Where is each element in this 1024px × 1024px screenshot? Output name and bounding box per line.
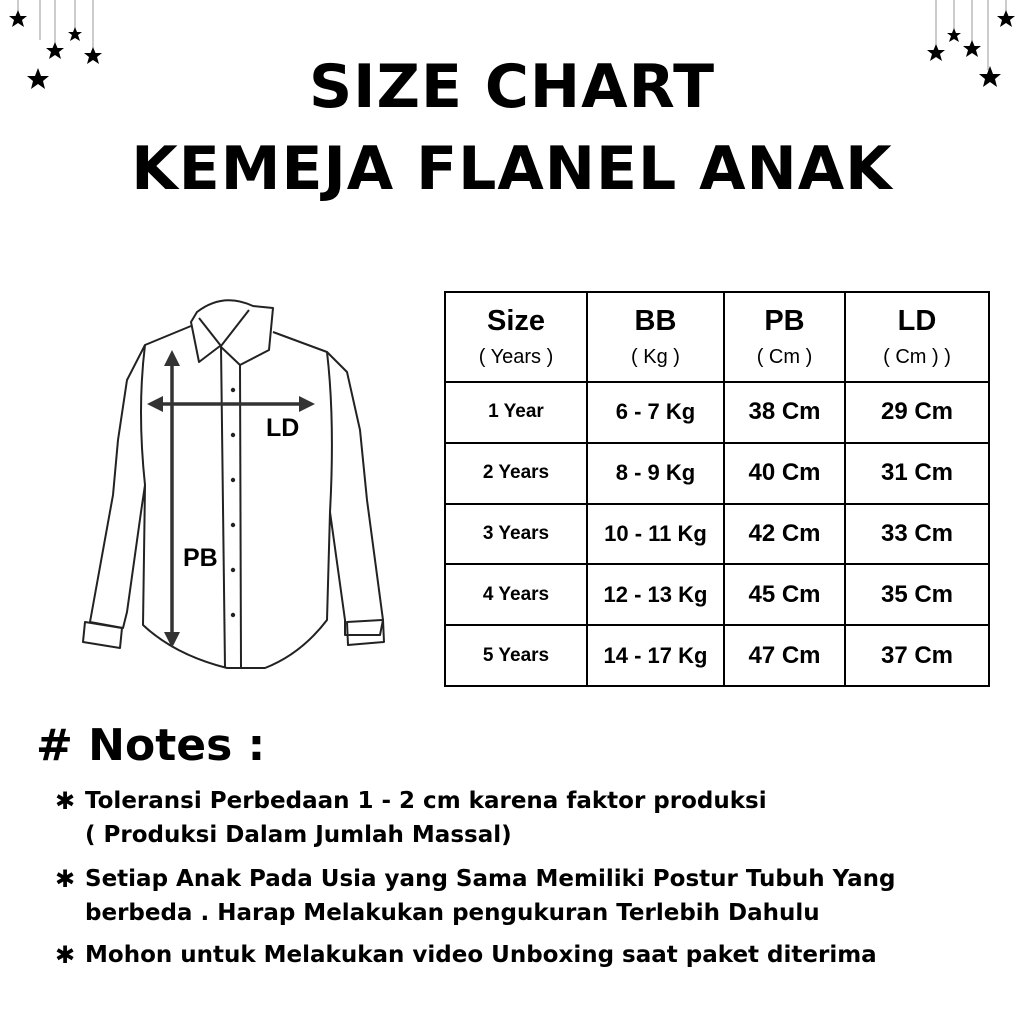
cell-bb: 8 - 9 Kg: [587, 443, 724, 504]
cell-ld: 29 Cm: [845, 382, 989, 443]
cell-pb: 40 Cm: [724, 443, 845, 504]
page-title: SIZE CHART: [308, 52, 716, 122]
header-bb: BB ( Kg ): [587, 292, 724, 382]
table-row: [445, 443, 989, 504]
cell-size: 1 Year: [445, 382, 587, 443]
cell-pb: 47 Cm: [724, 625, 845, 686]
note-item: [55, 938, 877, 972]
note-line: Setiap Anak Pada Usia yang Sama Memiliki Postur Tubuh Yang: [85, 866, 896, 892]
cell-pb: 45 Cm: [724, 564, 845, 625]
note-line: Mohon untuk Melakukan video Unboxing saat paket diterima: [85, 942, 877, 968]
size-table: [444, 291, 990, 687]
page-subtitle: KEMEJA FLANEL ANAK: [131, 134, 893, 204]
note-item: [55, 862, 896, 930]
cell-bb: 10 - 11 Kg: [587, 504, 724, 565]
table-header-row: [445, 292, 989, 382]
cell-ld: 35 Cm: [845, 564, 989, 625]
cell-pb: 42 Cm: [724, 504, 845, 565]
cell-size: 3 Years: [445, 504, 587, 565]
table-row: [445, 625, 989, 686]
pb-measure-label: PB: [183, 544, 218, 572]
note-line: Toleransi Perbedaan 1 - 2 cm karena faktor produksi: [85, 788, 767, 814]
ld-measure-label: LD: [266, 414, 300, 442]
cell-ld: 37 Cm: [845, 625, 989, 686]
header-ld: LD ( Cm ) ): [845, 292, 989, 382]
asterisk-bullet-icon: ✱: [55, 787, 76, 815]
cell-bb: 12 - 13 Kg: [587, 564, 724, 625]
notes-heading: # Notes :: [36, 720, 266, 771]
note-item: [55, 784, 767, 852]
table-row: [445, 504, 989, 565]
header-size: Size ( Years ): [445, 292, 587, 382]
cell-ld: 33 Cm: [845, 504, 989, 565]
note-line: ( Produksi Dalam Jumlah Massal): [85, 822, 512, 848]
cell-size: 2 Years: [445, 443, 587, 504]
cell-bb: 6 - 7 Kg: [587, 382, 724, 443]
header-pb: PB ( Cm ): [724, 292, 845, 382]
cell-bb: 14 - 17 Kg: [587, 625, 724, 686]
cell-pb: 38 Cm: [724, 382, 845, 443]
cell-ld: 31 Cm: [845, 443, 989, 504]
shirt-outline-icon: [75, 290, 395, 680]
table-row: [445, 382, 989, 443]
asterisk-bullet-icon: ✱: [55, 941, 76, 969]
table-row: [445, 564, 989, 625]
cell-size: 4 Years: [445, 564, 587, 625]
cell-size: 5 Years: [445, 625, 587, 686]
asterisk-bullet-icon: ✱: [55, 865, 76, 893]
note-line: berbeda . Harap Melakukan pengukuran Terlebih Dahulu: [85, 900, 820, 926]
